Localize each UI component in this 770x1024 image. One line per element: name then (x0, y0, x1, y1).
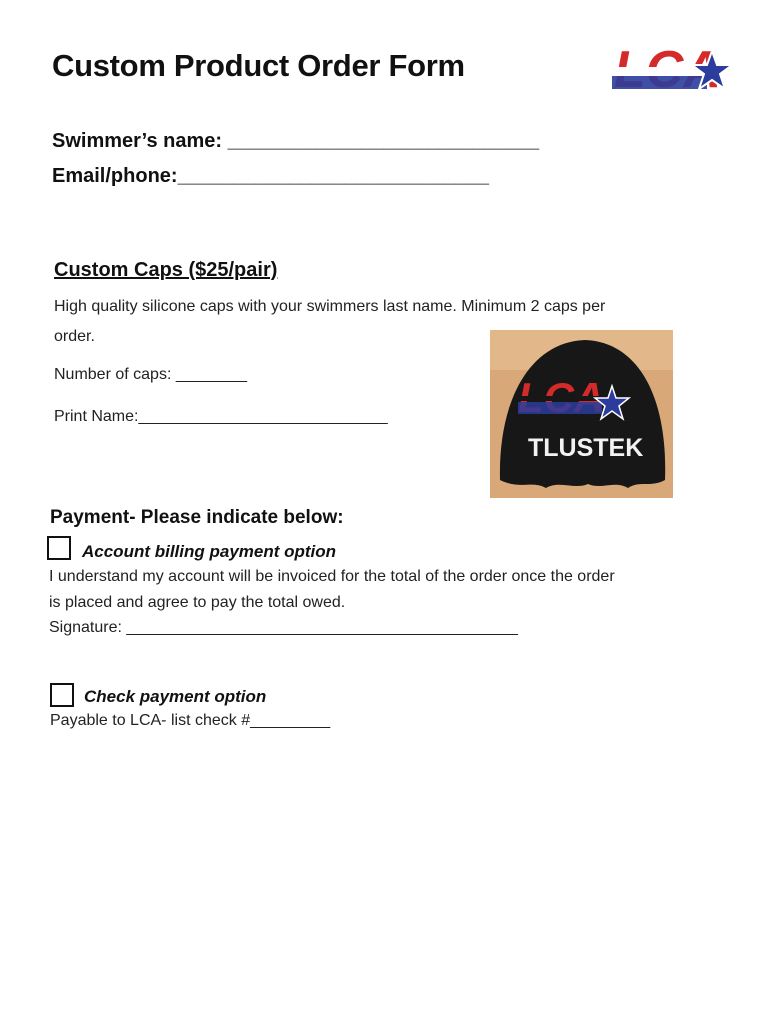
check-number-field[interactable]: Payable to LCA- list check #_________ (50, 712, 331, 729)
swim-cap-photo (490, 330, 673, 498)
account-billing-label: Account billing payment option (82, 542, 337, 561)
email-phone-field[interactable]: Email/phone:____________________________ (52, 165, 490, 187)
invoice-text-line2: is placed and agree to pay the total owed. (49, 594, 346, 611)
number-of-caps-field[interactable]: Number of caps: ________ (54, 366, 248, 383)
account-billing-checkbox[interactable] (47, 536, 71, 560)
payment-heading: Payment- Please indicate below: (50, 507, 344, 528)
caps-description-line2: order. (54, 328, 95, 345)
check-payment-checkbox[interactable] (50, 683, 74, 707)
print-name-field[interactable]: Print Name:____________________________ (54, 408, 388, 425)
swimmer-name-field[interactable]: Swimmer’s name: ____________________________ (52, 130, 540, 152)
check-payment-label: Check payment option (84, 687, 267, 706)
lca-logo (612, 37, 736, 97)
page-title: Custom Product Order Form (52, 48, 465, 83)
svg-text:TLUSTEK: TLUSTEK (528, 434, 644, 462)
invoice-text-line1: I understand my account will be invoiced for the total of the order once the order (49, 568, 615, 585)
caps-description-line1: High quality silicone caps with your swimmers last name. Minimum 2 caps per (54, 298, 606, 315)
custom-caps-heading: Custom Caps ($25/pair) (54, 259, 278, 281)
signature-field[interactable]: Signature: ____________________________________________ (49, 619, 518, 636)
